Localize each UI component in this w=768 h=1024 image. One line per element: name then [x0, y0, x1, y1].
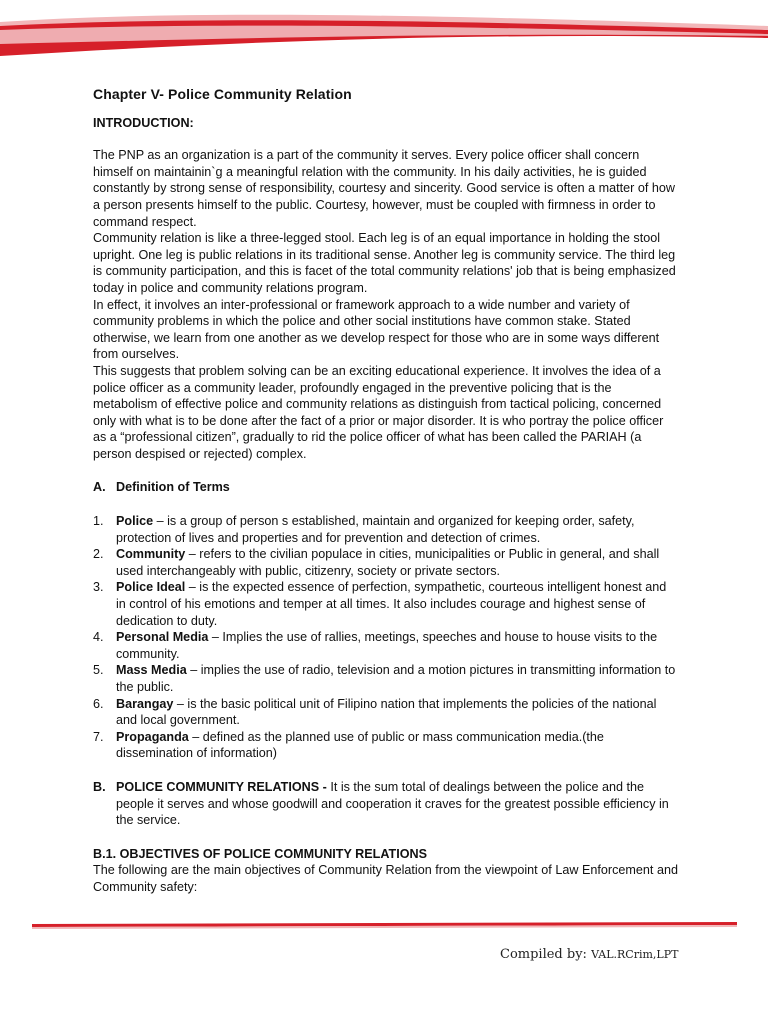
intro-paragraph-2: Community relation is like a three-legged stool. Each leg is of an equal importance in holding the stool upright. One leg is public relations in its traditional sense. Another leg is community service. The third leg is community participation, and this is facet of the total community relations' job that is being emphasized today in police and community relations program. — [93, 231, 676, 295]
term-definition: – defined as the planned use of public or mass communication media.(the dissemination of information) — [116, 729, 604, 761]
term-label: Community — [116, 547, 186, 562]
list-item — [93, 513, 678, 546]
item-number: 2. — [93, 547, 104, 562]
header-red-wave — [0, 0, 768, 70]
footer-red-rule — [32, 920, 737, 932]
chapter-title: Chapter V- Police Community Relation — [93, 86, 352, 102]
term-definition: – is the expected essence of perfection, sympathetic, courteous intelligent honest and in control of his emotions and temper at all times. It also includes courage and highest sense of dedication to duty. — [116, 580, 667, 628]
intro-paragraph-1: The PNP as an organization is a part of the community it serves. Every police officer shall concern himself on maintainin`g a meaningful relation with the community. In his daily activities, he is guided constantly by strong sense of responsibility, courtesy and sincerity. Good service is often a matter of how a person presents himself to the public. Courtesy, however, must be coupled with firmness in order to command respect. — [93, 148, 675, 229]
term-label: Police Ideal — [116, 580, 186, 595]
term-definition: – refers to the civilian populace in cities, municipalities or Public in general, and shall used interchangeably with public, citizenry, society or private sectors. — [116, 547, 660, 578]
list-item — [93, 629, 678, 662]
definitions-list — [93, 513, 678, 762]
intro-section — [93, 147, 678, 462]
term-label: Police — [116, 514, 154, 529]
intro-heading: INTRODUCTION: — [93, 115, 194, 130]
list-item — [93, 546, 678, 579]
document-body — [93, 86, 678, 896]
term-definition: – Implies the use of rallies, meetings, speeches and house to house visits to the community. — [116, 630, 658, 661]
intro-paragraph-4: This suggests that problem solving can be an exciting educational experience. It involves the idea of a police officer as a community leader, profoundly engaged in the preventive policing that is the metabolism of effective police and community relations as distinguish from tactical policing, concerned only with what is to be done after the fact of a prior or major disorder. It is who portray the police officer as a “professional citizen”, gradually to rid the police officer of what has been called the PARIAH (a person despised or rejected) complex. — [93, 363, 664, 461]
term-definition: – implies the use of radio, television and a motion pictures in transmitting information to the public. — [116, 663, 676, 694]
term-definition: – is the basic political unit of Filipino nation that implements the policies of the national and local government. — [116, 696, 657, 728]
footer-name: VAL.RCrim,LPT — [591, 948, 679, 961]
term-label: Mass Media — [116, 663, 187, 678]
pcr-text: It is the sum total of dealings between the police and the people it serves and whose goodwill and cooperation it craves for the greatest possible efficiency in the service. — [116, 779, 669, 828]
pcr-label: B. — [93, 779, 106, 794]
item-number: 4. — [93, 630, 104, 645]
item-number: 1. — [93, 514, 104, 529]
definitions-label: A. — [93, 480, 106, 495]
objectives-text: The following are the main objectives of Community Relation from the viewpoint of Law Enforcement and Community safety: — [93, 863, 678, 894]
objectives-heading: B.1. OBJECTIVES OF POLICE COMMUNITY RELATIONS — [93, 846, 427, 861]
list-item — [93, 729, 678, 762]
pcr-heading: POLICE COMMUNITY RELATIONS - — [116, 779, 331, 794]
footer-credit — [500, 947, 678, 962]
definitions-heading — [93, 479, 678, 496]
list-item — [93, 579, 678, 629]
item-number: 7. — [93, 729, 104, 744]
term-label: Barangay — [116, 696, 174, 711]
pcr-section — [93, 779, 678, 829]
term-label: Personal Media — [116, 630, 209, 645]
list-item — [93, 696, 678, 729]
term-label: Propaganda — [116, 729, 189, 744]
term-definition: – is a group of person s established, maintain and organized for keeping order, safety, protection of lives and properties and for prevention and detection of crimes. — [116, 514, 635, 545]
footer-label: Compiled by: — [500, 947, 592, 962]
intro-paragraph-3: In effect, it involves an inter-professional or framework approach to a wide number and variety of community problems in which the police and other social institutions have common stake. Stated otherwise, we learn from one another as we develop respect for those who are in some ways different from ourselves. — [93, 297, 660, 362]
item-number: 6. — [93, 696, 104, 711]
item-number: 5. — [93, 663, 104, 678]
definitions-title: Definition of Terms — [116, 480, 230, 495]
list-item — [93, 662, 678, 695]
item-number: 3. — [93, 580, 104, 595]
